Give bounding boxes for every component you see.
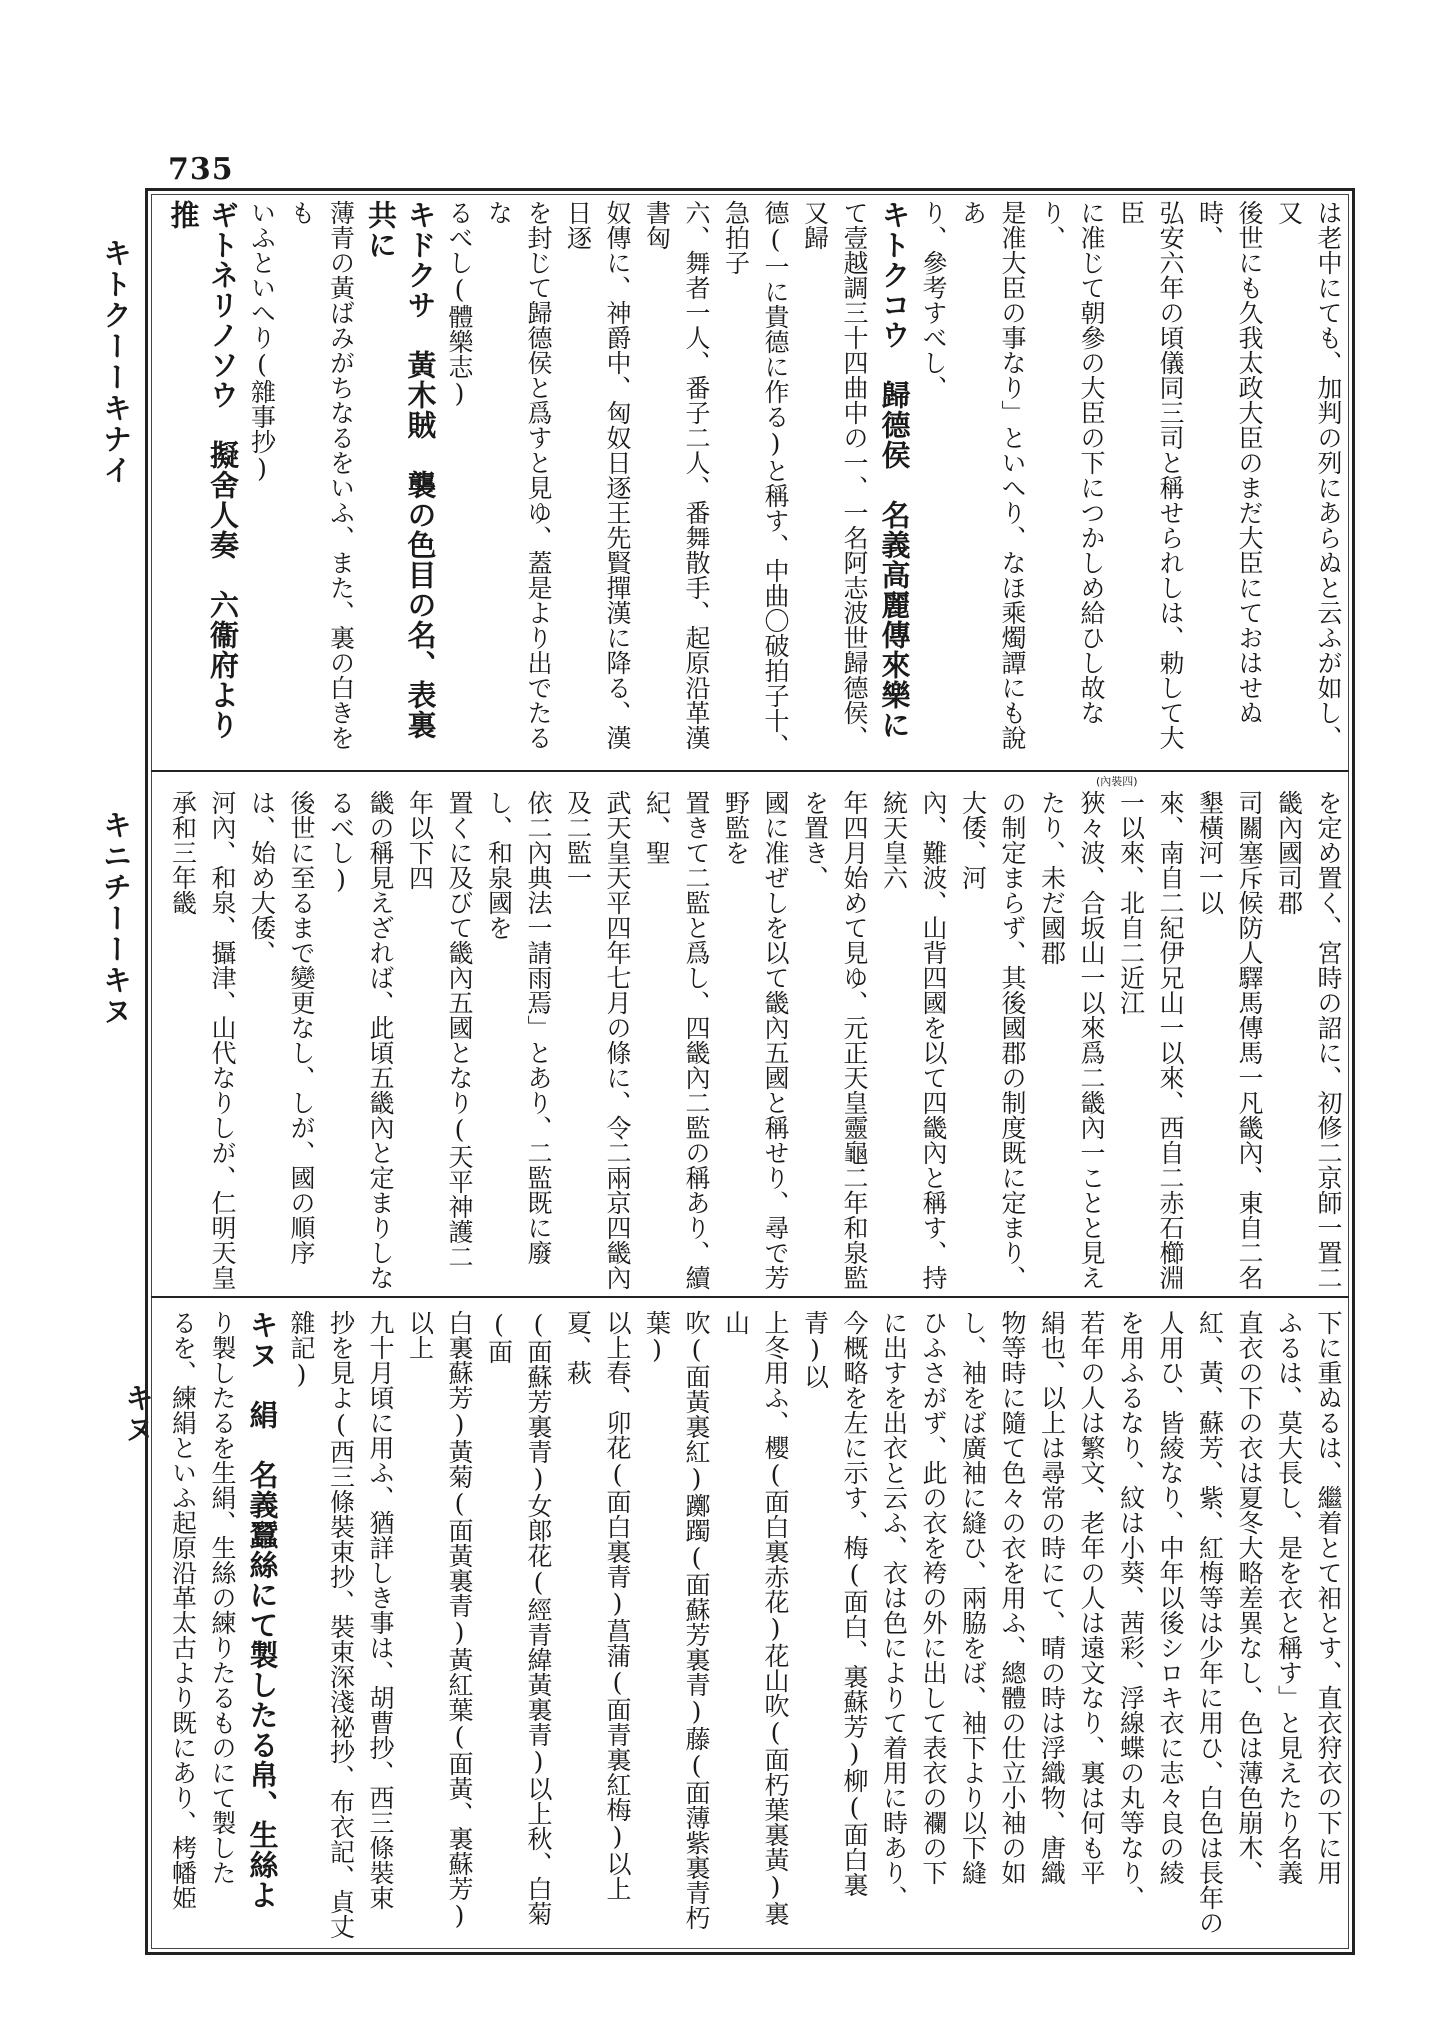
entry-gitonerinosou: ギトネリノソウ 擬舍人奏 六衞府より推: [166, 200, 240, 740]
text-line: し、袖をば廣袖に縫ひ、兩脇をば、袖下より以下縫: [958, 1310, 988, 1885]
text-line: 今概略を左に示す、梅(面白、裏蘇芳)柳(面白裏青)以: [800, 1310, 869, 1897]
text-block-middle: [160, 790, 1348, 1290]
text-line: 上冬用ふ、櫻(面白裏赤花)花山吹(面朽葉裏黃)裏山: [721, 1310, 790, 1926]
text-line: 國に准ぜしを以て畿內五國と稱せり、尋で芳野監を: [721, 790, 790, 1290]
section-divider-upper: [151, 770, 1349, 772]
text-line: 狹々波、合坂山一以來爲二畿內一ことと見えたり、未だ國郡: [1037, 790, 1106, 1290]
text-line: は老中にても、加判の列にあらぬと云ふが如し、又: [1274, 200, 1343, 750]
text-line: 年四月始めて見ゆ、元正天皇靈龜二年和泉監を置き、: [800, 790, 869, 1290]
text-line: 司關塞斥候防人驛馬傳馬一凡畿內、東自二名墾橫河一以: [1195, 790, 1264, 1290]
text-line: 以上春、卯花(面白裏青)菖蒲(面青裏紅梅)以上夏、萩: [563, 1310, 632, 1901]
text-line: り、參考すべし、: [919, 200, 948, 400]
text-line: 內、難波、山背四國を以て四畿內と稱す、持統天皇六: [879, 790, 948, 1290]
text-line: 物等時に隨て色々の衣を用ふ、總體の仕立小袖の如: [998, 1310, 1027, 1885]
text-line: [160, 1310, 163, 1946]
text-line: いふといへり(雜事抄): [247, 200, 277, 483]
text-line: 武天皇天平四年七月の條に、令二兩京四畿內及二監一: [563, 790, 632, 1290]
text-line: 九十月頃に用ふ、猶詳しき事は、胡曹抄、西三條裝束: [366, 1310, 395, 1910]
text-line: の制定まらず、其後國郡の制度既に定まり、大倭、河: [958, 790, 1027, 1290]
text-line: [160, 200, 163, 762]
text-line: ひふさがず、此の衣を袴の外に出して表衣の襴の下: [919, 1310, 948, 1885]
entry-kidokusa: キドクサ 黃木賊 襲の色目の名、表裏共に: [364, 200, 438, 740]
text-line: に准じて朝參の大臣の下につかしめ給ひし故なり、: [1037, 200, 1106, 725]
text-line: 德(一に貴德に作る)と稱す、中曲〇破拍子十、急拍子: [721, 200, 790, 758]
text-line: [160, 790, 163, 1290]
entry-kinu-silk: キヌ 絹 名義蠶絲にて製したる帛、生絲よ: [245, 1310, 280, 1910]
text-line: 人用ひ、皆綾なり、中年以後シロキ衣に志々良の綾: [1156, 1310, 1185, 1885]
text-line: を定め置く、宮時の詔に、初修二京師一置二畿內國司郡: [1274, 790, 1343, 1290]
text-line: に出すを出衣と云ふ、衣は色によりて着用に時あり、: [879, 1310, 909, 1910]
section-note: (內裝四): [1096, 775, 1138, 788]
text-line: 雜記): [287, 1310, 316, 1389]
text-line: (面蘇芳裏青)女郞花(經青緯黃裏青)以上秋、白菊(面: [484, 1310, 553, 1926]
text-line: 後世に至るまで變更なし、しが、國の順序は、始め大倭、: [247, 790, 316, 1265]
text-line: 奴傳に、神爵中、匈奴日逐王先賢撣漢に降る、漢日逐: [563, 200, 632, 750]
text-line: 來、南自二紀伊兄山一以來、西自二赤石櫛淵一以來、北自二近江: [1116, 790, 1185, 1290]
text-line: 直衣の下の衣は夏冬大略差異なし、色は薄色崩木、: [1235, 1310, 1264, 1885]
text-line: 置きて二監と爲し、四畿內二監の稱あり、續紀、聖: [642, 790, 711, 1290]
text-line: を封じて歸德侯と爲すと見ゆ、蓋是より出でたるな: [484, 200, 553, 750]
side-head-top: キトクーーキナイ: [99, 238, 133, 486]
text-line: 弘安六年の頃儀同三司と稱せられしは、勅して大臣: [1116, 200, 1185, 750]
text-line: るを、練絹といふ起原沿革太古より既にあり、栲幡姫: [168, 1310, 198, 1910]
side-head-middle: キニチーーキヌ: [99, 810, 133, 1027]
text-line: て壹越調三十四曲中の一、一名阿志波世歸德侯、又歸: [800, 200, 869, 750]
text-line: 抄を見よ(西三條裝束抄、裝束深淺祕抄、布衣記、貞丈: [326, 1310, 356, 1939]
text-line: 六、舞者一人、番子二人、番舞散手、起原沿革漢書匈: [642, 200, 711, 750]
text-line: を用ふるなり、紋は小葵、茜彩、浮線蝶の丸等なり、: [1116, 1310, 1146, 1910]
text-line: 薄青の黃ばみがちなるをいふ、また、裏の白きをも: [287, 200, 356, 750]
text-line: 白裏蘇芳)黃菊(面黃裏青)黃紅葉(面黃、裏蘇芳)以上: [405, 1310, 474, 1930]
text-line: 置くに及びて畿內五國となり(天平神護二年以下四: [405, 790, 474, 1269]
text-line: ふるは、莫大長し、是を衣と稱す」と見えたり名義: [1274, 1310, 1304, 1885]
text-line: 後世にも久我太政大臣のまだ大臣にておはせぬ時、: [1195, 200, 1264, 725]
text-line: 絹也、以上は尋常の時にて、晴の時は浮織物、唐織: [1037, 1310, 1067, 1885]
text-line: 河內、和泉、攝津、山代なりしが、仁明天皇承和三年畿: [168, 790, 237, 1290]
text-line: 下に重ぬるは、繼着とて衵とす、直衣狩衣の下に用: [1314, 1310, 1343, 1885]
entry-kitokukou: キトクコウ 歸德侯 名義高麗傳來樂に: [877, 200, 912, 740]
text-line: るべし(體樂志): [445, 200, 474, 408]
text-line: 依二內典法一請雨焉」とあり、二監既に廢し、和泉國を: [484, 790, 553, 1265]
text-line: 若年の人は繁文、老年の人は遠文なり、裏は何も平: [1077, 1310, 1106, 1885]
text-line: 畿の稱見えざれば、此頃五畿內と定まりしなるべし): [326, 790, 395, 1290]
side-head-bottom: キヌ: [121, 1383, 155, 1445]
page-number: 735: [168, 152, 234, 187]
text-line: り製したるを生絹、生絲の練りたるものにて製した: [208, 1310, 237, 1885]
text-line: 吹(面黃裏紅)躑躅(面蘇芳裏青)藤(面薄紫裏青朽葉): [642, 1310, 711, 1930]
text-block-bottom: [160, 1310, 1348, 1946]
text-line: 紅、黃、蘇芳、紫、紅梅等は少年に用ひ、白色は長年の: [1195, 1310, 1225, 1935]
text-block-top: [160, 200, 1348, 762]
section-divider-lower: [151, 1296, 1349, 1298]
text-line: 是准大臣の事なり」といへり、なほ乘燭譚にも說あ: [958, 200, 1027, 750]
